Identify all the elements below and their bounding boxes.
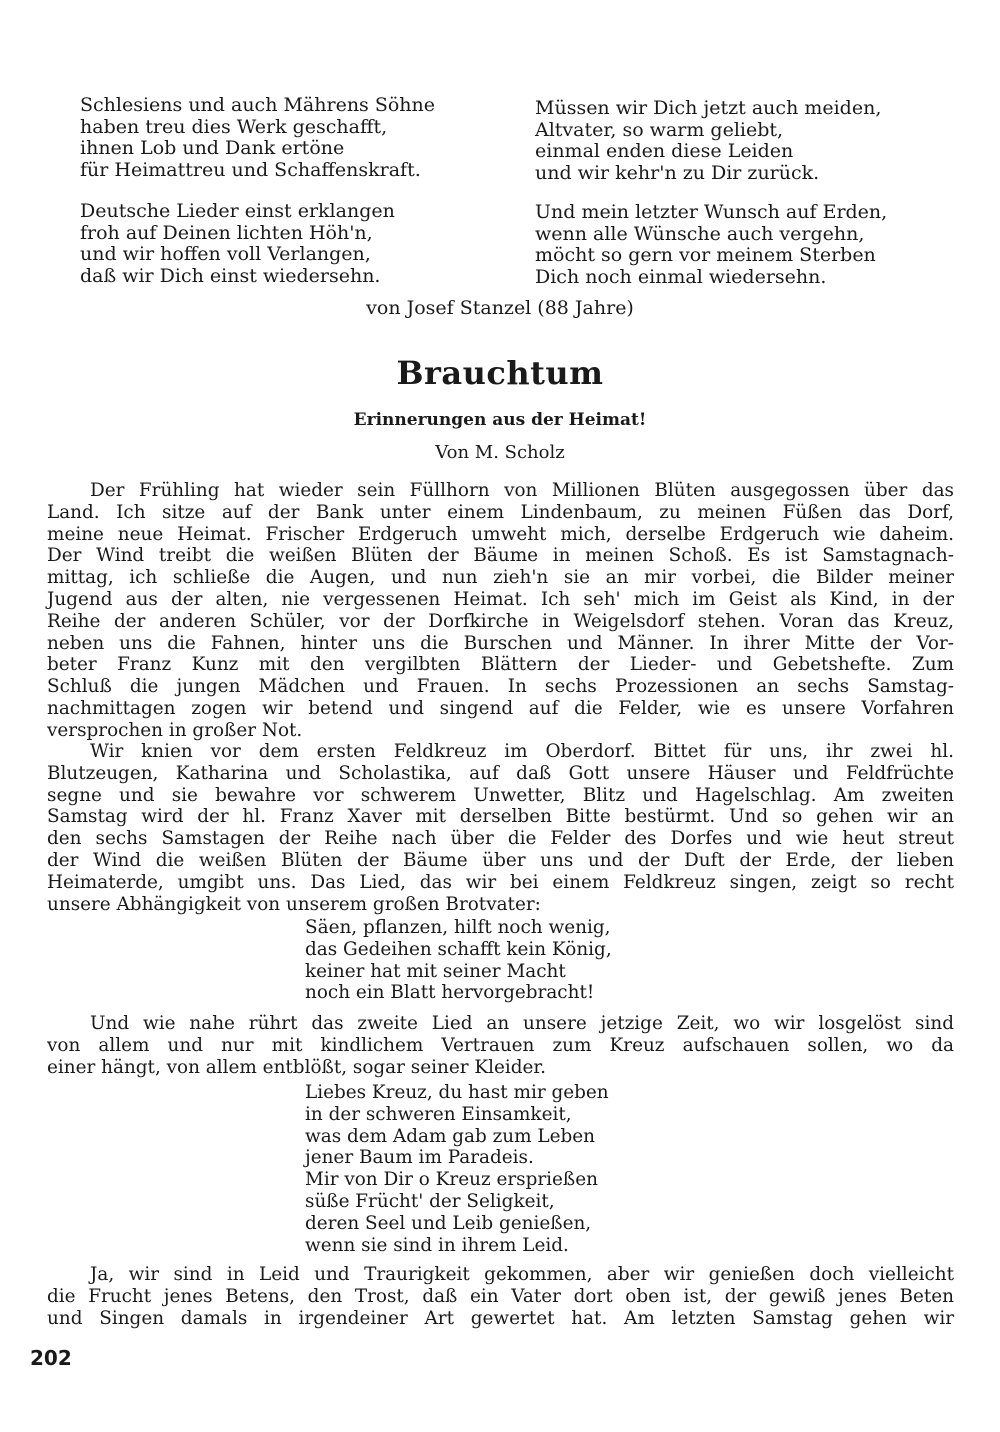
text-line: Heimaterde, umgibt uns. Das Lied, das wir bei einem Feldkreuz singen, zeigt so recht xyxy=(47,871,954,893)
paragraph-4 xyxy=(47,1264,954,1329)
text-line: Ja, wir sind in Leid und Traurigkeit gekommen, aber wir genießen doch vielleicht xyxy=(90,1264,954,1285)
paragraph-1 xyxy=(47,480,954,742)
poem-stanza-4 xyxy=(535,202,887,288)
paragraph-2 xyxy=(47,741,954,915)
verse-line: in der schweren Einsamkeit, xyxy=(305,1103,572,1125)
text-line: Der Frühling hat wieder sein Füllhorn von Millionen Blüten ausgegossen über das xyxy=(90,480,954,501)
verse-line: das Gedeihen schafft kein König, xyxy=(305,938,612,960)
article-title: Brauchtum xyxy=(396,354,604,392)
verse-line: was dem Adam gab zum Leben xyxy=(305,1125,596,1147)
text-line: mittag, ich schließe die Augen, und nun zieh'n sie an mir vorbei, die Bilder meiner xyxy=(47,567,954,589)
text-line: Der Wind treibt die weißen Blüten der Bäume in meinen Schoß. Es ist Samstagnach- xyxy=(47,545,954,567)
text-line: Schluß die jungen Mädchen und Frauen. In sechs Prozessionen an sechs Samstag- xyxy=(47,676,954,698)
page-number: 202 xyxy=(30,1346,72,1370)
text-line: Jugend aus der alten, nie vergessenen Heimat. Ich seh' mich im Geist als Kind, in der xyxy=(47,588,954,610)
poem-line: Dich noch einmal wiedersehn. xyxy=(535,265,827,288)
article-author: Von M. Scholz xyxy=(435,442,565,463)
verse-line: Liebes Kreuz, du hast mir geben xyxy=(305,1082,609,1103)
poem-line: Deutsche Lieder einst erklangen xyxy=(80,200,395,222)
text-line: den sechs Samstagen der Reihe nach über die Felder des Dorfes und wie heut streut xyxy=(47,828,954,850)
text-line: beter Franz Kunz mit den vergilbten Blättern der Lieder- und Gebetshefte. Zum xyxy=(47,654,954,676)
poem-line: Und mein letzter Wunsch auf Erden, xyxy=(535,201,888,223)
text-line: der Wind die weißen Blüten der Bäume über uns und der Duft der Erde, der lieben xyxy=(47,849,954,871)
text-line: versprochen in großer Not. xyxy=(47,719,303,741)
text-line: nachmittagen zogen wir betend und singend auf die Felder, wie es unsere Vorfahren xyxy=(47,697,954,719)
text-line: meine neue Heimat. Frischer Erdgeruch umweht mich, derselbe Erdgeruch wie daheim. xyxy=(47,523,954,545)
poem-line: ihnen Lob und Dank ertöne xyxy=(80,137,345,159)
poem-line: Müssen wir Dich jetzt auch meiden, xyxy=(535,97,882,119)
poem-line: und wir kehr'n zu Dir zurück. xyxy=(535,161,820,184)
text-line: die Frucht jenes Betens, den Trost, daß ein Vater dort oben ist, der gewiß jenes Beten xyxy=(47,1285,954,1307)
text-line: und Singen damals in irgendeiner Art gewertet hat. Am letzten Samstag gehen wir xyxy=(47,1307,954,1329)
verse-line: deren Seel und Leib genießen, xyxy=(305,1212,592,1234)
poem-attribution: von Josef Stanzel (88 Jahre) xyxy=(366,297,634,319)
text-line: segne und sie bewahre vor schwerem Unwetter, Blitz und Hagelschlag. Am zweiten xyxy=(47,784,954,806)
text-line: einer hängt, von allem entblößt, sogar seiner Kleider. xyxy=(47,1056,547,1078)
verse-line: noch ein Blatt hervorgebracht! xyxy=(305,982,595,1004)
text-line: Samstag wird der hl. Franz Xaver mit derselben Bitte bestürmt. Und so gehen wir an xyxy=(47,806,954,828)
verse-line: jener Baum im Paradeis. xyxy=(305,1147,534,1169)
poem-stanza-1 xyxy=(80,95,435,181)
poem-line: Altvater, so warm geliebt, xyxy=(535,118,784,141)
text-line: Reihe der anderen Schüler, vor der Dorfkirche in Weigelsdorf stehen. Voran das Kreuz, xyxy=(47,610,954,632)
text-line: unsere Abhängigkeit von unserem großen Brotvater: xyxy=(47,893,541,915)
text-line: Blutzeugen, Katharina und Scholastika, auf daß Gott unsere Häuser und Feldfrüchte xyxy=(47,762,954,784)
poem-line: haben treu dies Werk geschafft, xyxy=(80,115,388,138)
poem-line: froh auf Deinen lichten Höh'n, xyxy=(80,221,373,244)
paragraph-3 xyxy=(47,1013,954,1078)
verse-1 xyxy=(305,917,612,1004)
text-line: neben uns die Fahnen, hinter uns die Burschen und Männer. In ihrer Mitte der Vor- xyxy=(47,632,954,654)
verse-line: Mir von Dir o Kreuz ersprießen xyxy=(305,1169,598,1191)
poem-line: für Heimattreu und Schaffenskraft. xyxy=(80,158,421,181)
poem-stanza-2 xyxy=(80,201,395,287)
verse-line: keiner hat mit seiner Macht xyxy=(305,960,566,982)
poem-line: Schlesiens und auch Mährens Söhne xyxy=(80,94,436,116)
text-line: Wir knien vor dem ersten Feldkreuz im Oberdorf. Bittet für uns, ihr zwei hl. xyxy=(90,741,954,762)
text-line: von allem und nur mit kindlichem Vertrauen zum Kreuz aufschauen sollen, wo da xyxy=(47,1034,954,1056)
verse-2 xyxy=(305,1082,609,1256)
poem-stanza-3 xyxy=(535,98,881,184)
poem-line: einmal enden diese Leiden xyxy=(535,140,794,162)
verse-line: süße Frücht' der Seligkeit, xyxy=(305,1190,555,1212)
text-line: Und wie nahe rührt das zweite Lied an unsere jetzige Zeit, wo wir losgelöst sind xyxy=(90,1013,954,1034)
article-subtitle: Erinnerungen aus der Heimat! xyxy=(353,410,647,430)
poem-line: möcht so gern vor meinem Sterben xyxy=(535,244,876,266)
verse-line: Säen, pflanzen, hilft noch wenig, xyxy=(305,917,611,938)
poem-line: wenn alle Wünsche auch vergehn, xyxy=(535,222,865,245)
text-line: Land. Ich sitze auf der Bank unter einem Lindenbaum, zu meinen Füßen das Dorf, xyxy=(47,501,954,523)
verse-line: wenn sie sind in ihrem Leid. xyxy=(305,1234,569,1256)
poem-line: daß wir Dich einst wiedersehn. xyxy=(80,264,381,287)
poem-line: und wir hoffen voll Verlangen, xyxy=(80,243,371,265)
